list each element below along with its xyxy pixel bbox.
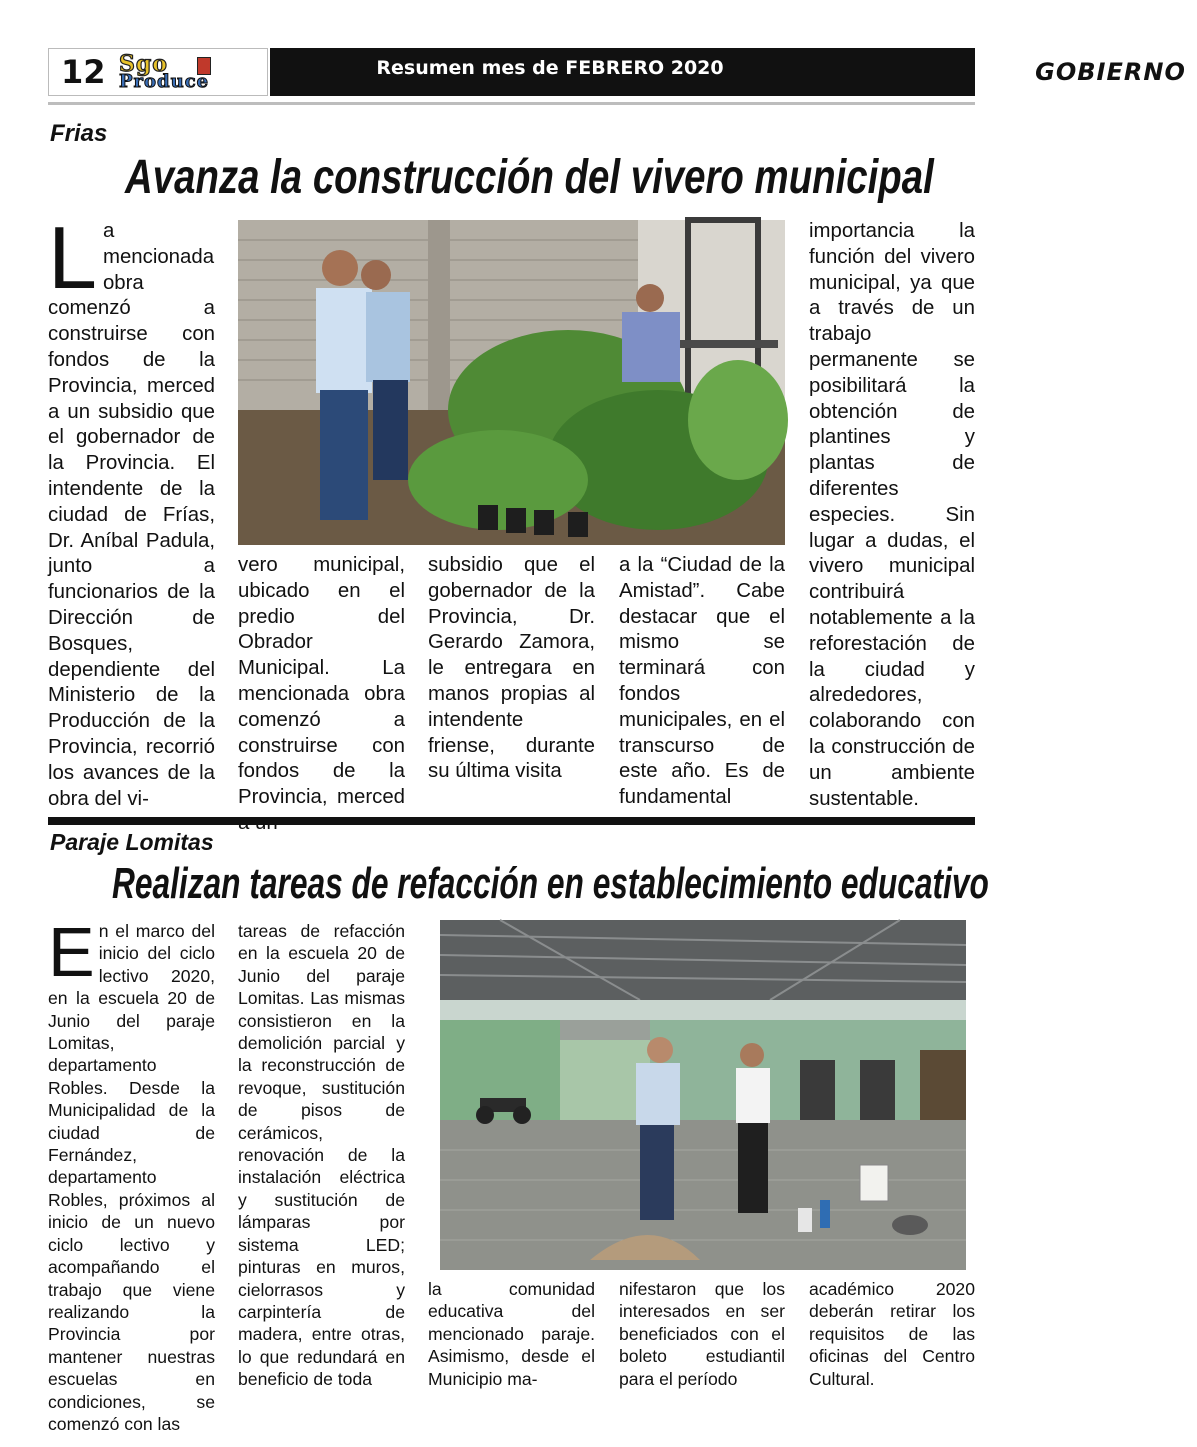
article1-column-1-text: a mencionada obra comenzó a construirse con fondos de la Provincia, merced a un subsidio que el gobernador de la Provincia. El intendente de la ciudad de Frías, Dr. Aníbal Padula, junto a funcionarios de la Dirección de Bosques, dependiente del Ministerio de la Producción de la Provincia, recorrió los avances de la obra del vi- bbox=[48, 220, 215, 810]
page-number-box bbox=[48, 48, 268, 96]
section-box bbox=[1024, 52, 1197, 92]
issue-title: Resumen mes de FEBRERO 2020 bbox=[376, 57, 724, 79]
vivero-photo bbox=[238, 220, 785, 545]
header-bar bbox=[270, 48, 1186, 96]
article1-headline: Avanza la construcción del vivero municipal bbox=[125, 151, 934, 204]
article1-dropcap: L bbox=[48, 208, 97, 307]
article1-kicker: Frias bbox=[50, 120, 108, 147]
article1-column-5: importancia la función del vivero municipal, ya que a través de un trabajo permanente se posibilitará la obtención de plantines y plantas de diferentes especies. Sin lugar a dudas, el vivero municipal contribuirá notablemente a la reforestación de la ciudad y alrededores, colaborando con la construcción de un ambiente sustentable. bbox=[809, 220, 975, 810]
article2-column-1-text: n el marco del inicio del ciclo lectivo 2020, en la escuela 20 de Junio del paraje Lomitas, departamento Robles. Desde la Municipalidad de la ciudad de Fernández, departamento Robles, próximos al inicio de un nuevo ciclo lectivo y acompañando el trabajo que viene realizando la Provincia por mantener nuestras escuelas en condiciones, se comenzó con las bbox=[48, 921, 215, 1434]
article1-column-2: vero municipal, ubicado en el predio del Obrador Municipal. La mencionada obra comenzó a construirse con fondos de la Provincia, merced bbox=[238, 554, 405, 809]
article2-column-4: nifestaron que los interesados en ser beneficiados con el boleto estudiantil para el período bbox=[619, 1279, 785, 1389]
sgo-produce-logo bbox=[109, 51, 259, 95]
article1-column-3: subsidio que el gobernador de la Provincia, Dr. Gerardo Zamora, le entregara en manos propias al intendente friense, durante su última visita bbox=[428, 554, 595, 783]
article2-headline: Realizan tareas de refacción en establecimiento educativo bbox=[112, 859, 989, 908]
article2-column-2: tareas de refacción en la escuela 20 de Junio del paraje Lomitas. Las mismas consistieron en la demolición parcial y la reconstrucción de revoque, sustitución de pisos de cerámicos, renovación de la instalación eléctrica y sustitución de lámparas por sistema LED; pinturas en muros, cielorrasos y carpintería de madera, entre otras, lo que redundará en beneficio de toda bbox=[238, 921, 405, 1390]
article2-column-1 bbox=[48, 913, 215, 1434]
article2-kicker: Paraje Lomitas bbox=[50, 829, 214, 855]
article1-column-1 bbox=[48, 208, 215, 810]
school-photo bbox=[440, 920, 966, 1270]
logo-text-produce: Produce bbox=[119, 71, 210, 92]
article2-column-5: académico 2020 deberán retirar los requisitos de las oficinas del Centro Cultural. bbox=[809, 1279, 975, 1389]
article1-column-4: a la “Ciudad de la Amistad”. Cabe destacar que el mismo se terminará con fondos municipales, en el transcurso de este año. Es de fundamental bbox=[619, 554, 785, 809]
logo-text-sgo: Sgo bbox=[119, 51, 168, 77]
article-divider bbox=[48, 817, 975, 825]
page-header bbox=[48, 48, 1186, 98]
header-rule bbox=[48, 102, 975, 105]
article2-column-3: la comunidad educativa del mencionado paraje. Asimismo, desde el Municipio ma- bbox=[428, 1279, 595, 1389]
section-name: GOBIERNO bbox=[1035, 58, 1186, 86]
article2-dropcap: E bbox=[48, 913, 95, 991]
page-number: 12 bbox=[61, 53, 106, 91]
